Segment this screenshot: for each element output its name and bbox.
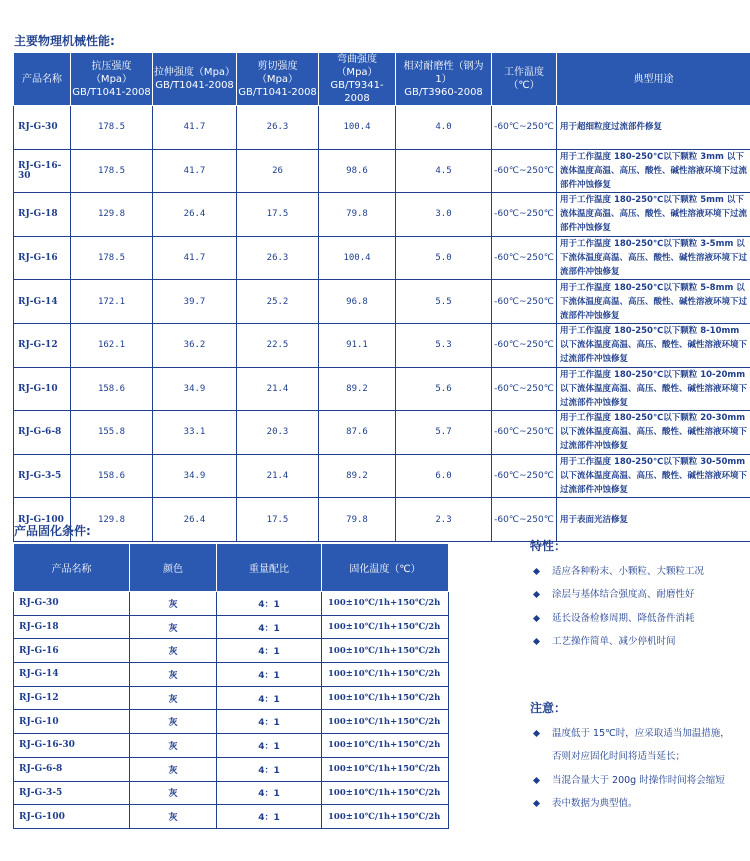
cell-bend: 89.2 <box>319 367 396 411</box>
cell-use: 用于工作温度 180-250℃以下颗粒 3mm 以下流体温度高温、高压、酸性、碱性溶液环境下过流部件冲蚀修复 <box>557 149 750 193</box>
table-row <box>14 193 750 237</box>
cell-compress: 158.6 <box>71 454 153 498</box>
cell-wear: 6.0 <box>396 454 492 498</box>
cell-color: 灰 <box>130 639 217 663</box>
cell-compress: 129.8 <box>71 498 153 542</box>
cell-wear: 5.0 <box>396 236 492 280</box>
cell-use: 用于工作温度 180-250℃以下颗粒 5-8mm 以下流体温度高温、高压、酸性、碱性溶液环境下过流部件冲蚀修复 <box>557 280 750 324</box>
table-row <box>14 615 449 639</box>
cell-name: RJ-G-18 <box>14 193 71 237</box>
cell-name: RJ-G-100 <box>14 498 71 542</box>
table-row <box>14 639 449 663</box>
cell-shear: 26.3 <box>237 106 319 150</box>
feature-item: 适应各种粉末、小颗粒、大颗粒工况 <box>534 565 704 588</box>
cell-compress: 129.8 <box>71 193 153 237</box>
table-row <box>14 734 449 758</box>
cell-tensile: 39.7 <box>153 280 237 324</box>
cell-temp: -60℃~250℃ <box>492 193 557 237</box>
cell-color: 灰 <box>130 710 217 734</box>
feature-item: 工艺操作简单、减少停机时间 <box>534 635 704 658</box>
cell-compress: 155.8 <box>71 411 153 455</box>
table-row <box>14 710 449 734</box>
cell-name: RJ-G-30 <box>14 106 71 150</box>
header-label: 工作温度 <box>504 67 544 78</box>
table-row <box>14 411 750 455</box>
cell-temp: -60℃~250℃ <box>492 236 557 280</box>
cell-wear: 5.6 <box>396 367 492 411</box>
cell-name: RJ-G-12 <box>14 686 130 710</box>
table-header-row <box>14 544 449 592</box>
cell-ratio: 4：1 <box>217 615 322 639</box>
table-row <box>14 757 449 781</box>
cell-name: RJ-G-14 <box>14 663 130 687</box>
cell-name: RJ-G-6-8 <box>14 411 71 455</box>
cell-use: 用于工作温度 180-250℃以下颗粒 20-30mm 以下流体温度高温、高压、酸性、碱性溶液环境下过流部件冲蚀修复 <box>557 411 750 455</box>
table-row <box>14 781 449 805</box>
cell-shear: 17.5 <box>237 193 319 237</box>
cell-bend: 100.4 <box>319 236 396 280</box>
note-item: 当混合量大于 200g 时操作时间将会缩短 <box>534 774 730 797</box>
cell-ratio: 4：1 <box>217 710 322 734</box>
cell-cure: 100±10℃/1h+150℃/2h <box>322 592 449 616</box>
features-list <box>534 565 704 658</box>
cell-name: RJ-G-12 <box>14 323 71 367</box>
cell-shear: 17.5 <box>237 498 319 542</box>
cell-temp: -60℃~250℃ <box>492 280 557 324</box>
column-header <box>396 53 492 106</box>
header-label: 典型用途 <box>633 73 674 85</box>
feature-item: 涂层与基体结合强度高、耐磨性好 <box>534 588 704 611</box>
cell-use: 用于工作温度 180-250℃以下颗粒 5mm 以下流体温度高温、高压、酸性、碱性溶液环境下过流部件冲蚀修复 <box>557 193 750 237</box>
cell-use: 用于工作温度 180-250℃以下颗粒 10-20mm 以下流体温度高温、高压、酸性、碱性溶液环境下过流部件冲蚀修复 <box>557 367 750 411</box>
cell-color: 灰 <box>130 781 217 805</box>
header-standard: GB/T1041-2008 <box>238 86 317 98</box>
column-header <box>237 53 319 106</box>
cell-wear: 2.3 <box>396 498 492 542</box>
cell-ratio: 4：1 <box>217 592 322 616</box>
mechanical-properties-table <box>13 52 750 542</box>
cell-wear: 4.5 <box>396 149 492 193</box>
note-item: 否则对应固化时间将适当延长； <box>552 751 686 763</box>
cell-name: RJ-G-16 <box>14 236 71 280</box>
table-row <box>14 663 449 687</box>
table-row <box>14 454 750 498</box>
cell-name: RJ-G-16-30 <box>14 149 71 193</box>
cell-cure: 100±10℃/1h+150℃/2h <box>322 639 449 663</box>
table-row <box>14 323 750 367</box>
cell-name: RJ-G-10 <box>14 367 71 411</box>
cell-bend: 91.1 <box>319 323 396 367</box>
cell-use: 用于超细粒度过流部件修复 <box>557 106 750 150</box>
cell-wear: 3.0 <box>396 193 492 237</box>
cell-cure: 100±10℃/1h+150℃/2h <box>322 781 449 805</box>
cell-shear: 26 <box>237 149 319 193</box>
cell-name: RJ-G-10 <box>14 710 130 734</box>
cell-color: 灰 <box>130 734 217 758</box>
cell-ratio: 4：1 <box>217 663 322 687</box>
cell-use: 用于表面光洁修复 <box>557 498 750 542</box>
cell-ratio: 4：1 <box>217 686 322 710</box>
curing-conditions-table <box>13 543 449 829</box>
cell-name: RJ-G-3-5 <box>14 781 130 805</box>
column-header <box>319 53 396 106</box>
header-label: 拉伸强度（Mpa） <box>153 67 236 78</box>
cell-wear: 5.5 <box>396 280 492 324</box>
notes-list <box>534 727 730 820</box>
cell-name: RJ-G-30 <box>14 592 130 616</box>
table-row <box>14 686 449 710</box>
cell-compress: 178.5 <box>71 149 153 193</box>
section-title-curing: 产品固化条件: <box>14 524 91 538</box>
table-row <box>14 149 750 193</box>
cell-bend: 79.8 <box>319 498 396 542</box>
cell-tensile: 41.7 <box>153 236 237 280</box>
cell-temp: -60℃~250℃ <box>492 323 557 367</box>
note-item: 表中数据为典型值。 <box>534 797 730 820</box>
cell-ratio: 4：1 <box>217 781 322 805</box>
cell-cure: 100±10℃/1h+150℃/2h <box>322 615 449 639</box>
cell-bend: 89.2 <box>319 454 396 498</box>
cell-cure: 100±10℃/1h+150℃/2h <box>322 805 449 829</box>
cell-tensile: 33.1 <box>153 411 237 455</box>
cell-compress: 178.5 <box>71 236 153 280</box>
table-row <box>14 592 449 616</box>
cell-name: RJ-G-14 <box>14 280 71 324</box>
feature-item: 延长设备检修周期、降低备件消耗 <box>534 612 704 635</box>
cell-tensile: 36.2 <box>153 323 237 367</box>
cell-cure: 100±10℃/1h+150℃/2h <box>322 757 449 781</box>
cell-cure: 100±10℃/1h+150℃/2h <box>322 663 449 687</box>
header-standard: GB/T1041-2008 <box>155 80 234 91</box>
cell-bend: 98.6 <box>319 149 396 193</box>
cell-compress: 172.1 <box>71 280 153 324</box>
header-label: 相对耐磨性（钢为 1） <box>403 60 484 85</box>
cell-shear: 21.4 <box>237 367 319 411</box>
column-header <box>153 53 237 106</box>
column-header: 产品名称 <box>14 544 130 592</box>
cell-compress: 158.6 <box>71 367 153 411</box>
cell-shear: 25.2 <box>237 280 319 324</box>
column-header: 固化温度（℃） <box>322 544 449 592</box>
cell-wear: 5.3 <box>396 323 492 367</box>
cell-color: 灰 <box>130 805 217 829</box>
cell-temp: -60℃~250℃ <box>492 411 557 455</box>
cell-temp: -60℃~250℃ <box>492 498 557 542</box>
cell-bend: 100.4 <box>319 106 396 150</box>
header-standard: GB/T1041-2008 <box>72 86 151 98</box>
cell-cure: 100±10℃/1h+150℃/2h <box>322 710 449 734</box>
table-row <box>14 367 750 411</box>
table-row <box>14 280 750 324</box>
table-header-row <box>14 53 750 106</box>
cell-ratio: 4：1 <box>217 757 322 781</box>
cell-ratio: 4：1 <box>217 639 322 663</box>
note-item: 温度低于 15℃时，应采取适当加温措施， <box>534 727 730 750</box>
cell-use: 用于工作温度 180-250℃以下颗粒 8-10mm 以下流体温度高温、高压、酸性、碱性溶液环境下过流部件冲蚀修复 <box>557 323 750 367</box>
cell-tensile: 41.7 <box>153 149 237 193</box>
column-header <box>492 53 557 106</box>
cell-temp: -60℃~250℃ <box>492 106 557 150</box>
cell-color: 灰 <box>130 757 217 781</box>
cell-use: 用于工作温度 180-250℃以下颗粒 3-5mm 以下流体温度高温、高压、酸性、碱性溶液环境下过流部件冲蚀修复 <box>557 236 750 280</box>
cell-color: 灰 <box>130 663 217 687</box>
cell-tensile: 26.4 <box>153 498 237 542</box>
header-label: 抗压强度（Mpa） <box>90 60 133 85</box>
header-standard: （℃） <box>508 80 540 91</box>
cell-temp: -60℃~250℃ <box>492 454 557 498</box>
header-label: 弯曲强度（Mpa） <box>336 54 378 78</box>
header-standard: GB/T3960-2008 <box>404 86 483 98</box>
table-row <box>14 805 449 829</box>
cell-shear: 21.4 <box>237 454 319 498</box>
cell-color: 灰 <box>130 615 217 639</box>
notes-heading: 注意： <box>530 701 567 715</box>
header-label: 剪切强度（Mpa） <box>256 60 299 85</box>
cell-bend: 96.8 <box>319 280 396 324</box>
table-row <box>14 106 750 150</box>
cell-ratio: 4：1 <box>217 805 322 829</box>
header-standard: GB/T9341-2008 <box>330 80 384 104</box>
cell-tensile: 26.4 <box>153 193 237 237</box>
cell-wear: 4.0 <box>396 106 492 150</box>
table-row <box>14 236 750 280</box>
table-row <box>14 498 750 542</box>
column-header: 颜色 <box>130 544 217 592</box>
cell-bend: 87.6 <box>319 411 396 455</box>
cell-wear: 5.7 <box>396 411 492 455</box>
column-header <box>71 53 153 106</box>
cell-name: RJ-G-100 <box>14 805 130 829</box>
cell-use: 用于工作温度 180-250℃以下颗粒 30-50mm 以下流体温度高温、高压、酸性、碱性溶液环境下过流部件冲蚀修复 <box>557 454 750 498</box>
cell-tensile: 34.9 <box>153 367 237 411</box>
cell-cure: 100±10℃/1h+150℃/2h <box>322 686 449 710</box>
cell-ratio: 4：1 <box>217 734 322 758</box>
cell-name: RJ-G-18 <box>14 615 130 639</box>
cell-name: RJ-G-3-5 <box>14 454 71 498</box>
cell-color: 灰 <box>130 686 217 710</box>
column-header <box>557 53 750 106</box>
cell-temp: -60℃~250℃ <box>492 149 557 193</box>
cell-tensile: 34.9 <box>153 454 237 498</box>
cell-name: RJ-G-6-8 <box>14 757 130 781</box>
cell-compress: 162.1 <box>71 323 153 367</box>
cell-shear: 20.3 <box>237 411 319 455</box>
cell-name: RJ-G-16 <box>14 639 130 663</box>
cell-name: RJ-G-16-30 <box>14 734 130 758</box>
features-heading: 特性： <box>530 539 567 553</box>
cell-shear: 26.3 <box>237 236 319 280</box>
cell-tensile: 41.7 <box>153 106 237 150</box>
section-title-mechanical: 主要物理机械性能: <box>14 34 115 48</box>
column-header: 重量配比 <box>217 544 322 592</box>
column-header <box>14 53 71 106</box>
cell-bend: 79.8 <box>319 193 396 237</box>
header-label: 产品名称 <box>22 73 62 85</box>
cell-color: 灰 <box>130 592 217 616</box>
cell-shear: 22.5 <box>237 323 319 367</box>
cell-cure: 100±10℃/1h+150℃/2h <box>322 734 449 758</box>
cell-temp: -60℃~250℃ <box>492 367 557 411</box>
cell-compress: 178.5 <box>71 106 153 150</box>
